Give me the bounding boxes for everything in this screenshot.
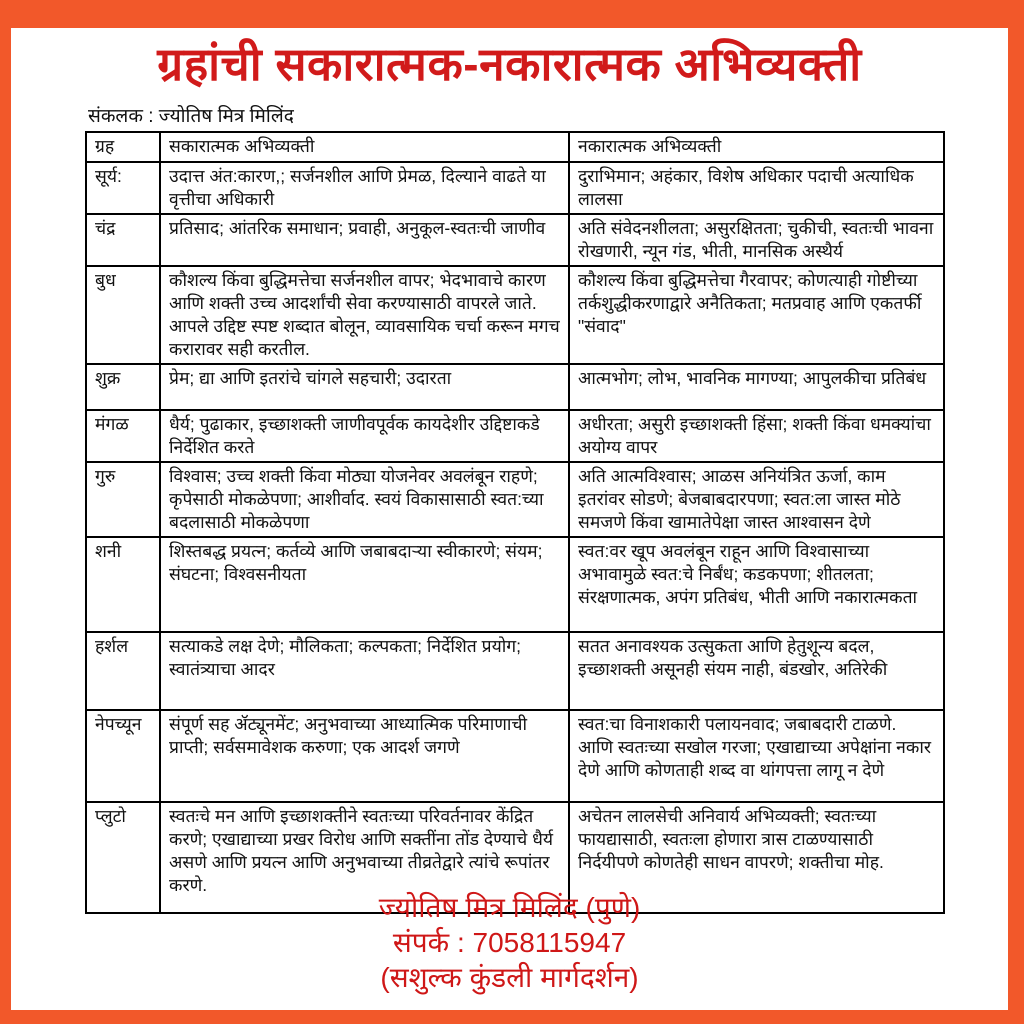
planet-cell: सूर्य: [86,162,160,214]
negative-cell: अचेतन लालसेची अनिवार्य अभिव्यक्ती; स्वतःच्या फायद्यासाठी, स्वतःला होणारा त्रास टाळण्यासाठी निर्दयीपणे कोणतेही साधन वापरणे; शक्तीचा मोह. [569,802,944,913]
positive-cell: स्वतःचे मन आणि इच्छाशक्तीने स्वतःच्या परिवर्तनावर केंद्रित करणे; एखाद्याच्या प्रखर विरोध आणि सक्तींना तोंड देण्याचे धैर्य असणे आणि प्रयत्न आणि अनुभवाच्या तीव्रतेद्वारे त्यांचे रूपांतर करणे. [160,802,569,913]
table-row [86,710,944,802]
positive-cell: सत्याकडे लक्ष देणे; मौलिकता; कल्पकता; निर्देशित प्रयोग; स्वातंत्र्याचा आदर [160,632,569,710]
footer [11,890,1008,995]
planet-cell: बुध [86,266,160,364]
table-row [86,266,944,364]
table-row [86,410,944,462]
table-row [86,632,944,710]
table-row [86,364,944,410]
positive-cell: संपूर्ण सह ॲट्यूनमेंट; अनुभवाच्या आध्यात्मिक परिमाणाची प्राप्ती; सर्वसमावेशक करुणा; एक आदर्श जगणे [160,710,569,802]
negative-cell: दुराभिमान; अहंकार, विशेष अधिकार पदाची अत्याधिक लालसा [569,162,944,214]
table-row [86,462,944,537]
planet-cell: प्लुटो [86,802,160,913]
negative-cell: स्वत:वर खूप अवलंबून राहून आणि विश्वासाच्या अभावामुळे स्वत:चे निर्बंध; कडकपणा; शीतलता; संरक्षणात्मक, अपंग प्रतिबंध, भीती आणि नकारात्मकता [569,537,944,632]
planet-cell: गुरु [86,462,160,537]
page [11,28,1008,1010]
compiler-line: संकलक : ज्योतिष मित्र मिलिंद [88,106,294,127]
planet-cell: चंद्र [86,214,160,266]
column-header-0: ग्रह [86,132,160,162]
negative-cell: अधीरता; असुरी इच्छाशक्ती हिंसा; शक्ती किंवा धमक्यांचा अयोग्य वापर [569,410,944,462]
negative-cell: स्वत:चा विनाशकारी पलायनवाद; जबाबदारी टाळणे. आणि स्वतःच्या सखोल गरजा; एखाद्याच्या अपेक्षांना नकार देणे आणि कोणताही शब्द वा थांगपत्ता लागू न देणे [569,710,944,802]
positive-cell: विश्वास; उच्च शक्ती किंवा मोठ्या योजनेवर अवलंबून राहणे; कृपेसाठी मोकळेपणा; आशीर्वाद. स्वयं विकासासाठी स्वत:च्या बदलासाठी मोकळेपणा [160,462,569,537]
footer-author: ज्योतिष मित्र मिलिंद (पुणे) [378,892,641,923]
planet-cell: शुक्र [86,364,160,410]
footer-note: (सशुल्क कुंडली मार्गदर्शन) [380,962,639,993]
page-title: ग्रहांची सकारात्मक-नकारात्मक अभिव्यक्ती [157,38,862,90]
positive-cell: प्रतिसाद; आंतरिक समाधान; प्रवाही, अनुकूल-स्वतःची जाणीव [160,214,569,266]
footer-contact: संपर्क : 7058115947 [392,927,627,958]
negative-cell: अति आत्मविश्वास; आळस अनियंत्रित ऊर्जा, काम इतरांवर सोडणे; बेजबाबदारपणा; स्वत:ला जास्त मोठे समजणे किंवा खामातेपेक्षा जास्त आश्वासन देणे [569,462,944,537]
table-row [86,214,944,266]
negative-cell: कौशल्य किंवा बुद्धिमत्तेचा गैरवापर; कोणत्याही गोष्टीच्या तर्कशुद्धीकरणाद्वारे अनैतिकता; मतप्रवाह आणि एकतर्फी "संवाद" [569,266,944,364]
planet-cell: हर्शल [86,632,160,710]
table-row [86,162,944,214]
positive-cell: शिस्तबद्ध प्रयत्न; कर्तव्ये आणि जबाबदाऱ्या स्वीकारणे; संयम; संघटना; विश्वसनीयता [160,537,569,632]
positive-cell: धैर्य; पुढाकार, इच्छाशक्ती जाणीवपूर्वक कायदेशीर उद्दिष्टाकडे निर्देशित करते [160,410,569,462]
negative-cell: सतत अनावश्यक उत्सुकता आणि हेतुशून्य बदल, इच्छाशक्ती असूनही संयम नाही, बंडखोर, अतिरेकी [569,632,944,710]
column-header-2: नकारात्मक अभिव्यक्ती [569,132,944,162]
column-header-1: सकारात्मक अभिव्यक्ती [160,132,569,162]
planet-cell: मंगळ [86,410,160,462]
positive-cell: कौशल्य किंवा बुद्धिमत्तेचा सर्जनशील वापर; भेदभावाचे कारण आणि शक्ती उच्च आदर्शांची सेवा करण्यासाठी वापरले जाते. आपले उद्दिष्ट स्पष्ट शब्दात बोलून, व्यावसायिक चर्चा करून मगच करारावर सही करतील. [160,266,569,364]
planet-cell: नेपच्यून [86,710,160,802]
positive-cell: प्रेम; द्या आणि इतरांचे चांगले सहचारी; उदारता [160,364,569,410]
planets-table [85,131,945,914]
negative-cell: अति संवेदनशीलता; असुरक्षितता; चुकीची, स्वतःची भावना रोखणारी, न्यून गंड, भीती, मानसिक अस्थैर्य [569,214,944,266]
table-row [86,537,944,632]
positive-cell: उदात्त अंत:कारण,; सर्जनशील आणि प्रेमळ, दिल्याने वाढते या वृत्तीचा अधिकारी [160,162,569,214]
negative-cell: आत्मभोग; लोभ, भावनिक मागण्या; आपुलकीचा प्रतिबंध [569,364,944,410]
planet-cell: शनी [86,537,160,632]
table-header-row [86,132,944,162]
